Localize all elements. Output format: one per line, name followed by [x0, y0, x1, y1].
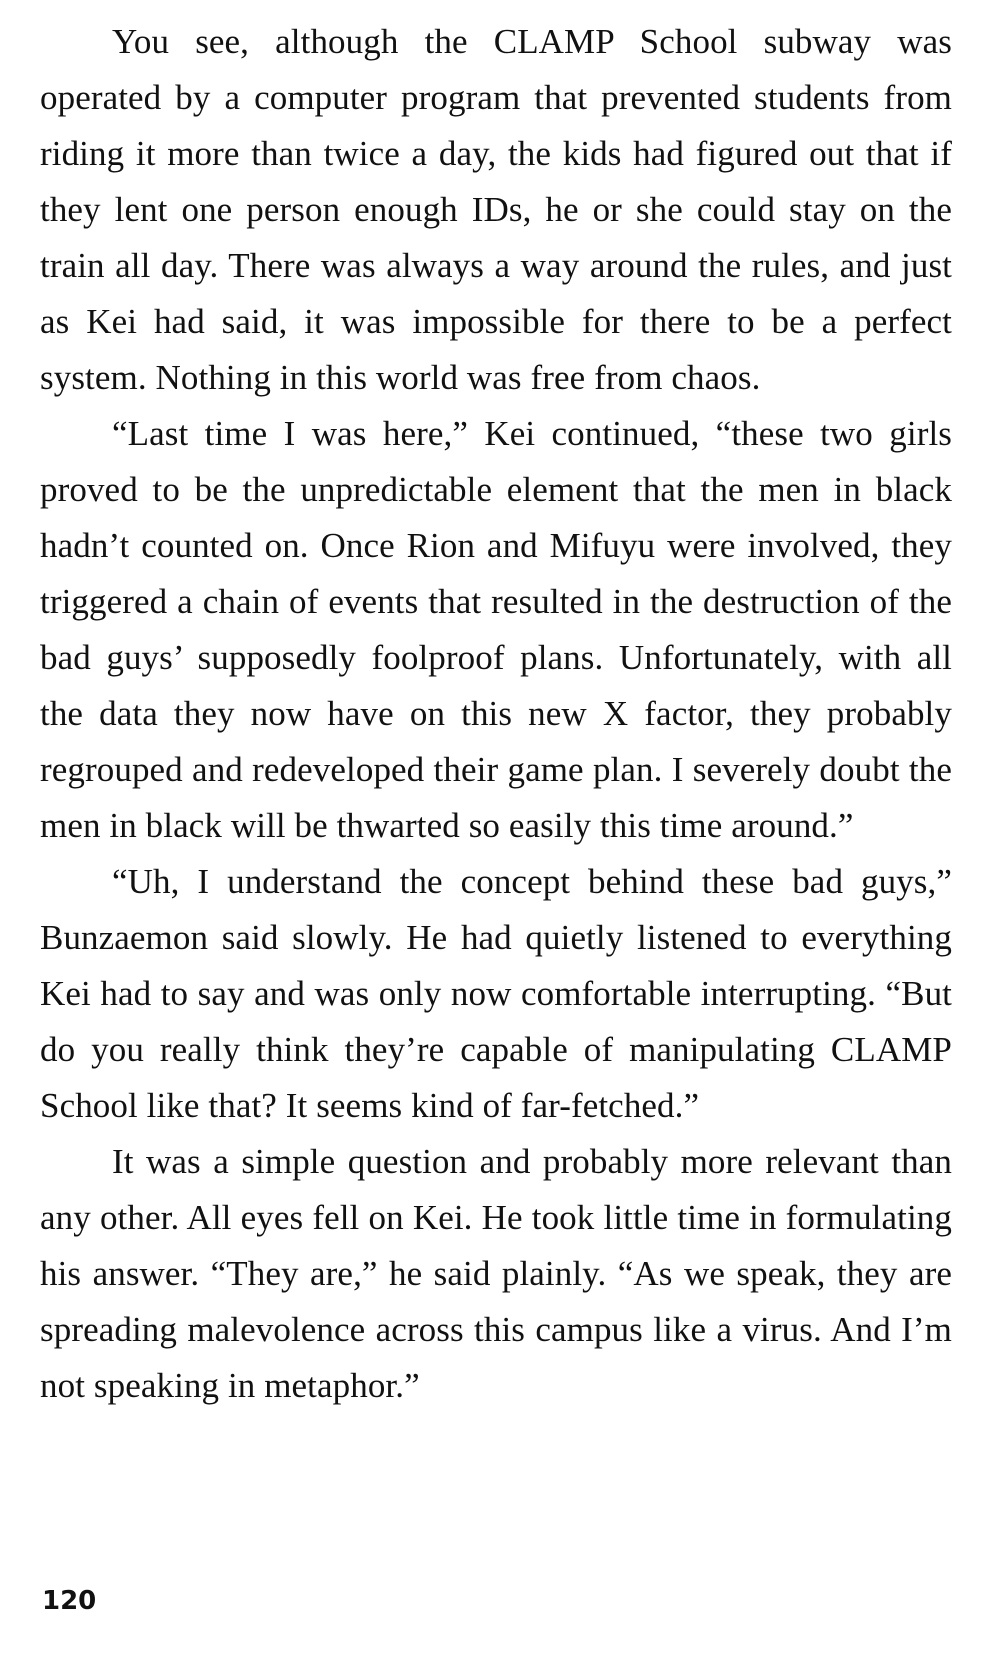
paragraph-2: “Last time I was here,” Kei continued, “these two girls proved to be the unpredictable element that the men in black hadn’t counted on. Once Rion and Mifuyu were involved, they triggered a chain of events that resulted in the destruction of the bad guys’ supposedly foolproof plans. Unfortunately, with all the data they now have on this new X factor, they probably regrouped and redeveloped their game plan. I severely doubt the men in black will be thwarted so easily this time around.”: [40, 414, 952, 845]
paragraph-3: “Uh, I understand the concept behind these bad guys,” Bunzaemon said slowly. He had quietly listened to everything Kei had to say and was only now comfortable interrupting. “But do you really think they’re capable of manipulating CLAMP School like that? It seems kind of far-fetched.”: [40, 862, 952, 1125]
paragraph-4: It was a simple question and probably more relevant than any other. All eyes fell on Kei. He took little time in formulating his answer. “They are,” he said plainly. “As we speak, they are spreading malevolence across this campus like a virus. And I’m not speaking in metaphor.”: [40, 1142, 952, 1405]
page-number: 120: [42, 1586, 97, 1616]
paragraph-1: You see, although the CLAMP School subway was operated by a computer program that prevented students from riding it more than twice a day, the kids had figured out that if they lent one person enough IDs, he or she could stay on the train all day. There was always a way around the rules, and just as Kei had said, it was impossible for there to be a perfect system. Nothing in this world was free from chaos.: [40, 22, 952, 397]
body-text: [40, 14, 952, 1414]
